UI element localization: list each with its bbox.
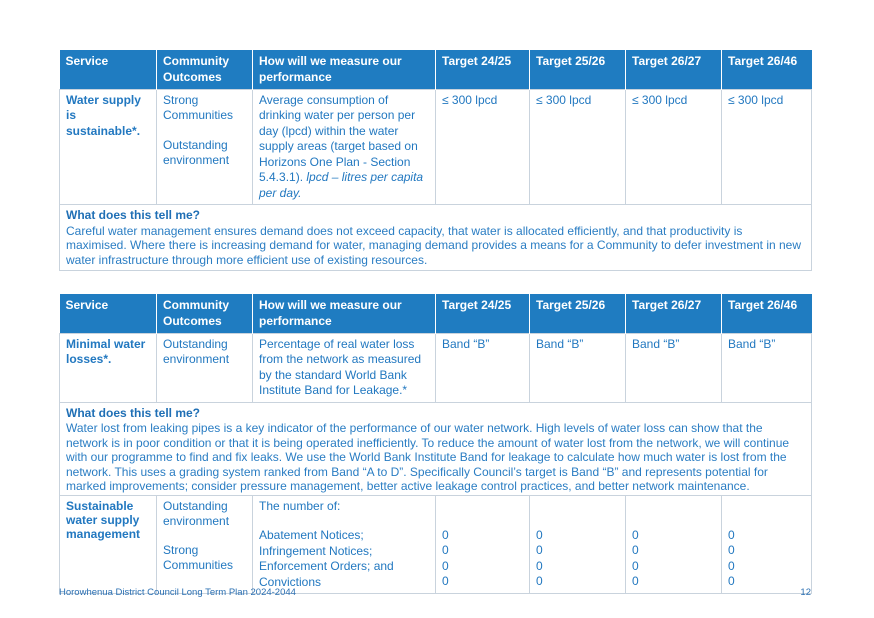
target-value: 0 [632, 543, 639, 557]
target-value: 0 [536, 543, 543, 557]
outcomes-cell [157, 89, 253, 205]
water-loss-table [59, 294, 812, 594]
explanation-heading: What does this tell me? [66, 208, 201, 222]
target-value: 0 [632, 527, 639, 542]
header-community-outcomes: Community Outcomes [157, 294, 253, 333]
measure-note: lpcd – litres per capita per day. [259, 170, 424, 200]
target-cell: ≤ 300 lpcd [626, 89, 722, 205]
target-cell: Band “B” [530, 333, 626, 402]
header-target-26-46: Target 26/46 [722, 294, 812, 333]
measure-item: Infringement Notices; [259, 543, 373, 558]
header-measure: How will we measure our performance [253, 294, 436, 333]
header-measure: How will we measure our performance [253, 50, 436, 89]
outcome-label: Strong Communities [163, 542, 234, 572]
table-row [60, 495, 812, 594]
header-target-25-26: Target 25/26 [530, 294, 626, 333]
header-target-26-46: Target 26/46 [722, 50, 812, 89]
table-row [60, 89, 812, 205]
measure-item: Convictions [259, 574, 322, 589]
outcomes-cell [157, 495, 253, 594]
measure-cell [253, 495, 436, 594]
page-number: 12 [800, 587, 811, 598]
explanation-row [60, 402, 812, 495]
footer-document-title: Horowhenua District Council Long Term Plan 2024-2044 [59, 587, 296, 598]
target-cell: ≤ 300 lpcd [530, 89, 626, 205]
target-cell: ≤ 300 lpcd [722, 89, 812, 205]
header-service: Service [60, 50, 157, 89]
outcome-label: Outstanding environment [163, 498, 230, 528]
target-value: 0 [632, 558, 639, 573]
target-value: 0 [632, 574, 639, 588]
explanation-row [60, 205, 812, 271]
explanation-cell [60, 402, 812, 495]
target-cell: Band “B” [722, 333, 812, 402]
measure-text: Average consumption of drinking water per person per day (lpcd) within the water supply areas (target based on Horizons One Plan - Section 5.4.3.1). [259, 92, 418, 184]
target-value: 0 [442, 527, 449, 542]
service-cell: Sustainable water supply management [60, 495, 157, 594]
header-target-26-27: Target 26/27 [626, 50, 722, 89]
target-value: 0 [442, 543, 449, 557]
measure-intro: The number of: [259, 498, 341, 513]
target-value: 0 [728, 574, 735, 588]
explanation-text: Water lost from leaking pipes is a key indicator of the performance of our water network. High levels of water loss can show that the network is in poor condition or that it is being operated inefficiently. To reduce the amount of water lost from the network, we will continue with our programme to find and fix leaks. We use the World Bank Institute Band for leakage to calculate how much water is lost from the network. This uses a grading system ranked from Band “A to D”. Specifically Council’s target is Band “B” and represents potential for marked improvements; consider pressure management, better active leakage control practices, and better network maintenance. [66, 421, 790, 493]
table-header-row [60, 294, 812, 333]
explanation-heading: What does this tell me? [66, 405, 201, 420]
target-cell [530, 495, 626, 594]
service-cell: Water supply is sustainable*. [60, 89, 157, 205]
header-target-26-27: Target 26/27 [626, 294, 722, 333]
table-row [60, 333, 812, 402]
service-cell: Minimal water losses*. [60, 333, 157, 402]
target-cell: Band “B” [436, 333, 530, 402]
explanation-text: Careful water management ensures demand does not exceed capacity, that water is allocated efficiently, and that productivity is maximised. Where there is increasing demand for water, managing demand provides a means for a Community to defer investment in new water infrastructure through more efficient use of existing resources. [66, 223, 802, 267]
target-value: 0 [536, 558, 543, 573]
measure-item: Enforcement Orders; and [259, 559, 394, 573]
target-cell: Band “B” [626, 333, 722, 402]
target-value: 0 [728, 558, 735, 573]
header-target-24-25: Target 24/25 [436, 50, 530, 89]
outcomes-cell: Outstanding environment [157, 333, 253, 402]
measure-cell [253, 89, 436, 205]
target-value: 0 [536, 527, 543, 542]
measure-item: Abatement Notices; [259, 528, 364, 542]
explanation-cell [60, 205, 812, 271]
target-cell [436, 495, 530, 594]
target-value: 0 [728, 527, 735, 542]
target-value: 0 [536, 574, 543, 588]
measure-cell: Percentage of real water loss from the network as measured by the standard World Bank Institute Band for Leakage.* [253, 333, 436, 402]
outcome-label: Strong Communities [163, 92, 234, 122]
water-consumption-table [59, 50, 812, 271]
target-value: 0 [442, 574, 449, 588]
outcome-label: Outstanding environment [163, 137, 230, 167]
target-cell: ≤ 300 lpcd [436, 89, 530, 205]
target-cell [722, 495, 812, 594]
header-target-24-25: Target 24/25 [436, 294, 530, 333]
header-target-25-26: Target 25/26 [530, 50, 626, 89]
header-community-outcomes: Community Outcomes [157, 50, 253, 89]
table-header-row [60, 50, 812, 89]
target-value: 0 [442, 558, 449, 573]
target-cell [626, 495, 722, 594]
target-value: 0 [728, 543, 735, 557]
header-service: Service [60, 294, 157, 333]
